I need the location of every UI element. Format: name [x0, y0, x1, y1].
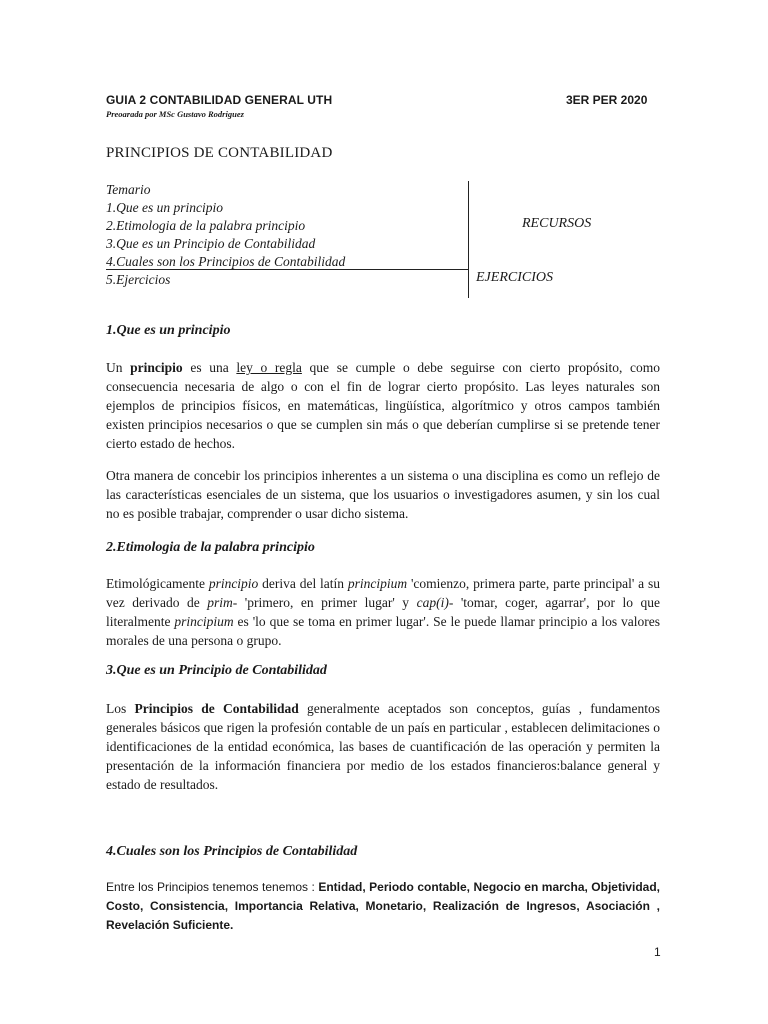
section-2-heading: 2.Etimologia de la palabra principio — [106, 540, 315, 555]
section-4-paragraph: Entre los Principios tenemos tenemos : Entidad, Periodo contable, Negocio en marcha, Objetividad, Costo, Consistencia, Importancia Relativa, Monetario, Realización de Ingresos, Asociación , Revelación Suficiente. — [106, 880, 660, 932]
section-3-heading: 3.Que es un Principio de Contabilidad — [106, 663, 327, 678]
temario-item-3: 3.Que es un Principio de Contabilidad — [106, 236, 316, 251]
temario-item-5: 5.Ejercicios — [106, 272, 171, 287]
temario-item-4: 4.Cuales son los Principios de Contabilidad — [106, 254, 346, 269]
temario-item-1: 1.Que es un principio — [106, 200, 223, 215]
section-1-heading: 1.Que es un principio — [106, 323, 231, 338]
temario-heading: Temario — [106, 182, 151, 197]
page-title: PRINCIPIOS DE CONTABILIDAD — [106, 145, 333, 161]
section-2-paragraph: Etimológicamente principio deriva del latín principium 'comienzo, primera parte, parte principal' a su vez derivado de prim- 'primero, en primer lugar' y cap(i)- 'tomar, coger, agarrar', por lo que literalmente principium es 'lo que se toma en primer lugar'. Se le puede llamar principio a los valores morales de una persona o grupo. — [106, 576, 660, 648]
header-left: GUIA 2 CONTABILIDAD GENERAL UTH — [106, 93, 333, 107]
temario-item-2: 2.Etimologia de la palabra principio — [106, 218, 306, 233]
ejercicios-label: EJERCICIOS — [476, 270, 553, 285]
temario-list — [106, 181, 345, 289]
temario-horizontal-divider — [106, 269, 468, 270]
section-1-paragraph-1: Un principio es una ley o regla que se cumple o debe seguirse con cierto propósito, como consecuencia necesaria de algo o con el fin de lograr cierto propósito. Las leyes naturales son ejemplos de principios físicos, en matemáticas, lingüística, algorítmico y otros campos también existen principios necesarios o que se cumplen sin más o que deberían cumplirse si se pretende tener cierto estado de hechos. — [106, 360, 660, 451]
prepared-by: Preoarada por MSc Gustavo Rodriguez — [106, 109, 244, 119]
section-1-paragraph-2: Otra manera de concebir los principios inherentes a un sistema o una disciplina es como un reflejo de las características esenciales de un sistema, que los usuarios o investigadores asumen, y sin los cual no es posible trabajar, comprender o usar dicho sistema. — [106, 468, 660, 521]
recursos-label: RECURSOS — [522, 216, 592, 231]
header-right: 3ER PER 2020 — [566, 93, 648, 107]
section-4-heading: 4.Cuales son los Principios de Contabilidad — [106, 844, 358, 859]
temario-vertical-divider — [468, 181, 469, 298]
page-number: 1 — [654, 945, 661, 959]
section-3-paragraph: Los Principios de Contabilidad generalmente aceptados son conceptos, guías , fundamentos generales básicos que rigen la profesión contable de un país en particular , establecen delimitaciones o identificaciones de la entidad económica, las bases de cuantificación de las operación y permiten la presentación de la información financiera por medio de los estados financieros:balance general y estado de resultados. — [106, 701, 660, 792]
